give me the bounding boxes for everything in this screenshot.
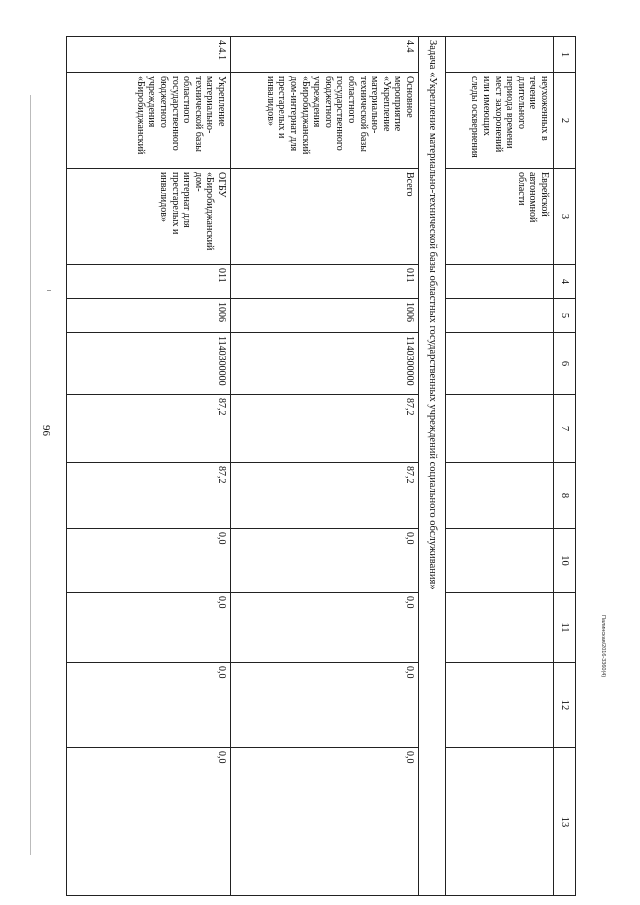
- row-4-4-1-col-5: 1006: [66, 298, 231, 332]
- row-4-4-1-col-4: 011: [66, 264, 231, 298]
- header-col-12: 12: [554, 662, 576, 747]
- header-col-3: 3: [554, 168, 576, 264]
- page-number: 96: [40, 425, 52, 436]
- row-4-4-1-col-11: 0,0: [66, 592, 231, 662]
- header-col-11: 11: [554, 592, 576, 662]
- cont-cell-6: [446, 332, 554, 394]
- row-4-4-col-11: 0,0: [231, 592, 419, 662]
- row-4-4-1-col-12: 0,0: [66, 662, 231, 747]
- header-col-6: 6: [554, 332, 576, 394]
- row-4-4-col-10: 0,0: [231, 528, 419, 592]
- budget-table: [66, 36, 576, 896]
- row-4-4-name: Основное мероприятие «Укрепление материально- технической базы областного государственного бюджетного учреждения «Биробиджанский дом-интернат для престарелых и инвалидов»: [231, 72, 419, 168]
- cont-cell-12: [446, 662, 554, 747]
- row-4-4-col-12: 0,0: [231, 662, 419, 747]
- header-col-7: 7: [554, 394, 576, 462]
- row-4-4-col-8: 87,2: [231, 462, 419, 528]
- row-4-4-1-col-6: 1140300000: [66, 332, 231, 394]
- row-4-4-1-col-10: 0,0: [66, 528, 231, 592]
- cont-cell-2: неухоженных в течение длительного периода времени мест захоронений или имеющих следы осквернения: [446, 72, 554, 168]
- cont-cell-1: [446, 36, 554, 72]
- header-col-5: 5: [554, 298, 576, 332]
- header-col-10: 10: [554, 528, 576, 592]
- cont-cell-4: [446, 264, 554, 298]
- cont-cell-10: [446, 528, 554, 592]
- row-4-4-executor: Всего: [231, 168, 419, 264]
- row-4-4-col-13: 0,0: [231, 747, 419, 896]
- page-edge-line: [30, 95, 31, 855]
- row-4-4-col-4: 011: [231, 264, 419, 298]
- cont-cell-5: [446, 298, 554, 332]
- row-4-4-1-col-13: 0,0: [66, 747, 231, 896]
- rotated-table-page: [66, 36, 576, 896]
- cont-cell-7: [446, 394, 554, 462]
- cont-cell-3: Еврейской автономной области: [446, 168, 554, 264]
- task-row-heading: Задача «Укрепление материально-технической базы областных государственных учреждений социального обслуживания»: [419, 36, 446, 896]
- header-col-1: 1: [554, 36, 576, 72]
- row-4-4-1-col-7: 87,2: [66, 394, 231, 462]
- scan-mark: [47, 290, 51, 291]
- row-4-4-col-6: 1140300000: [231, 332, 419, 394]
- cont-cell-13: [446, 747, 554, 896]
- row-4-4-1-number: 4.4.1: [66, 36, 231, 72]
- row-4-4-1-col-8: 87,2: [66, 462, 231, 528]
- row-4-4-col-5: 1006: [231, 298, 419, 332]
- cont-cell-8: [446, 462, 554, 528]
- header-col-4: 4: [554, 264, 576, 298]
- row-4-4-1-name: Укрепление материально- технической базы областного государственного бюджетного учреждения «Биробиджанский: [66, 72, 231, 168]
- document-stamp: Палинская/2016-3360(4): [600, 615, 606, 678]
- header-col-13: 13: [554, 747, 576, 896]
- row-4-4-number: 4.4: [231, 36, 419, 72]
- header-col-8: 8: [554, 462, 576, 528]
- row-4-4-1-executor: ОГБУ «Биробиджанский дом- интернат для престарелых и инвалидов»: [66, 168, 231, 264]
- cont-cell-11: [446, 592, 554, 662]
- row-4-4-col-7: 87,2: [231, 394, 419, 462]
- header-col-2: 2: [554, 72, 576, 168]
